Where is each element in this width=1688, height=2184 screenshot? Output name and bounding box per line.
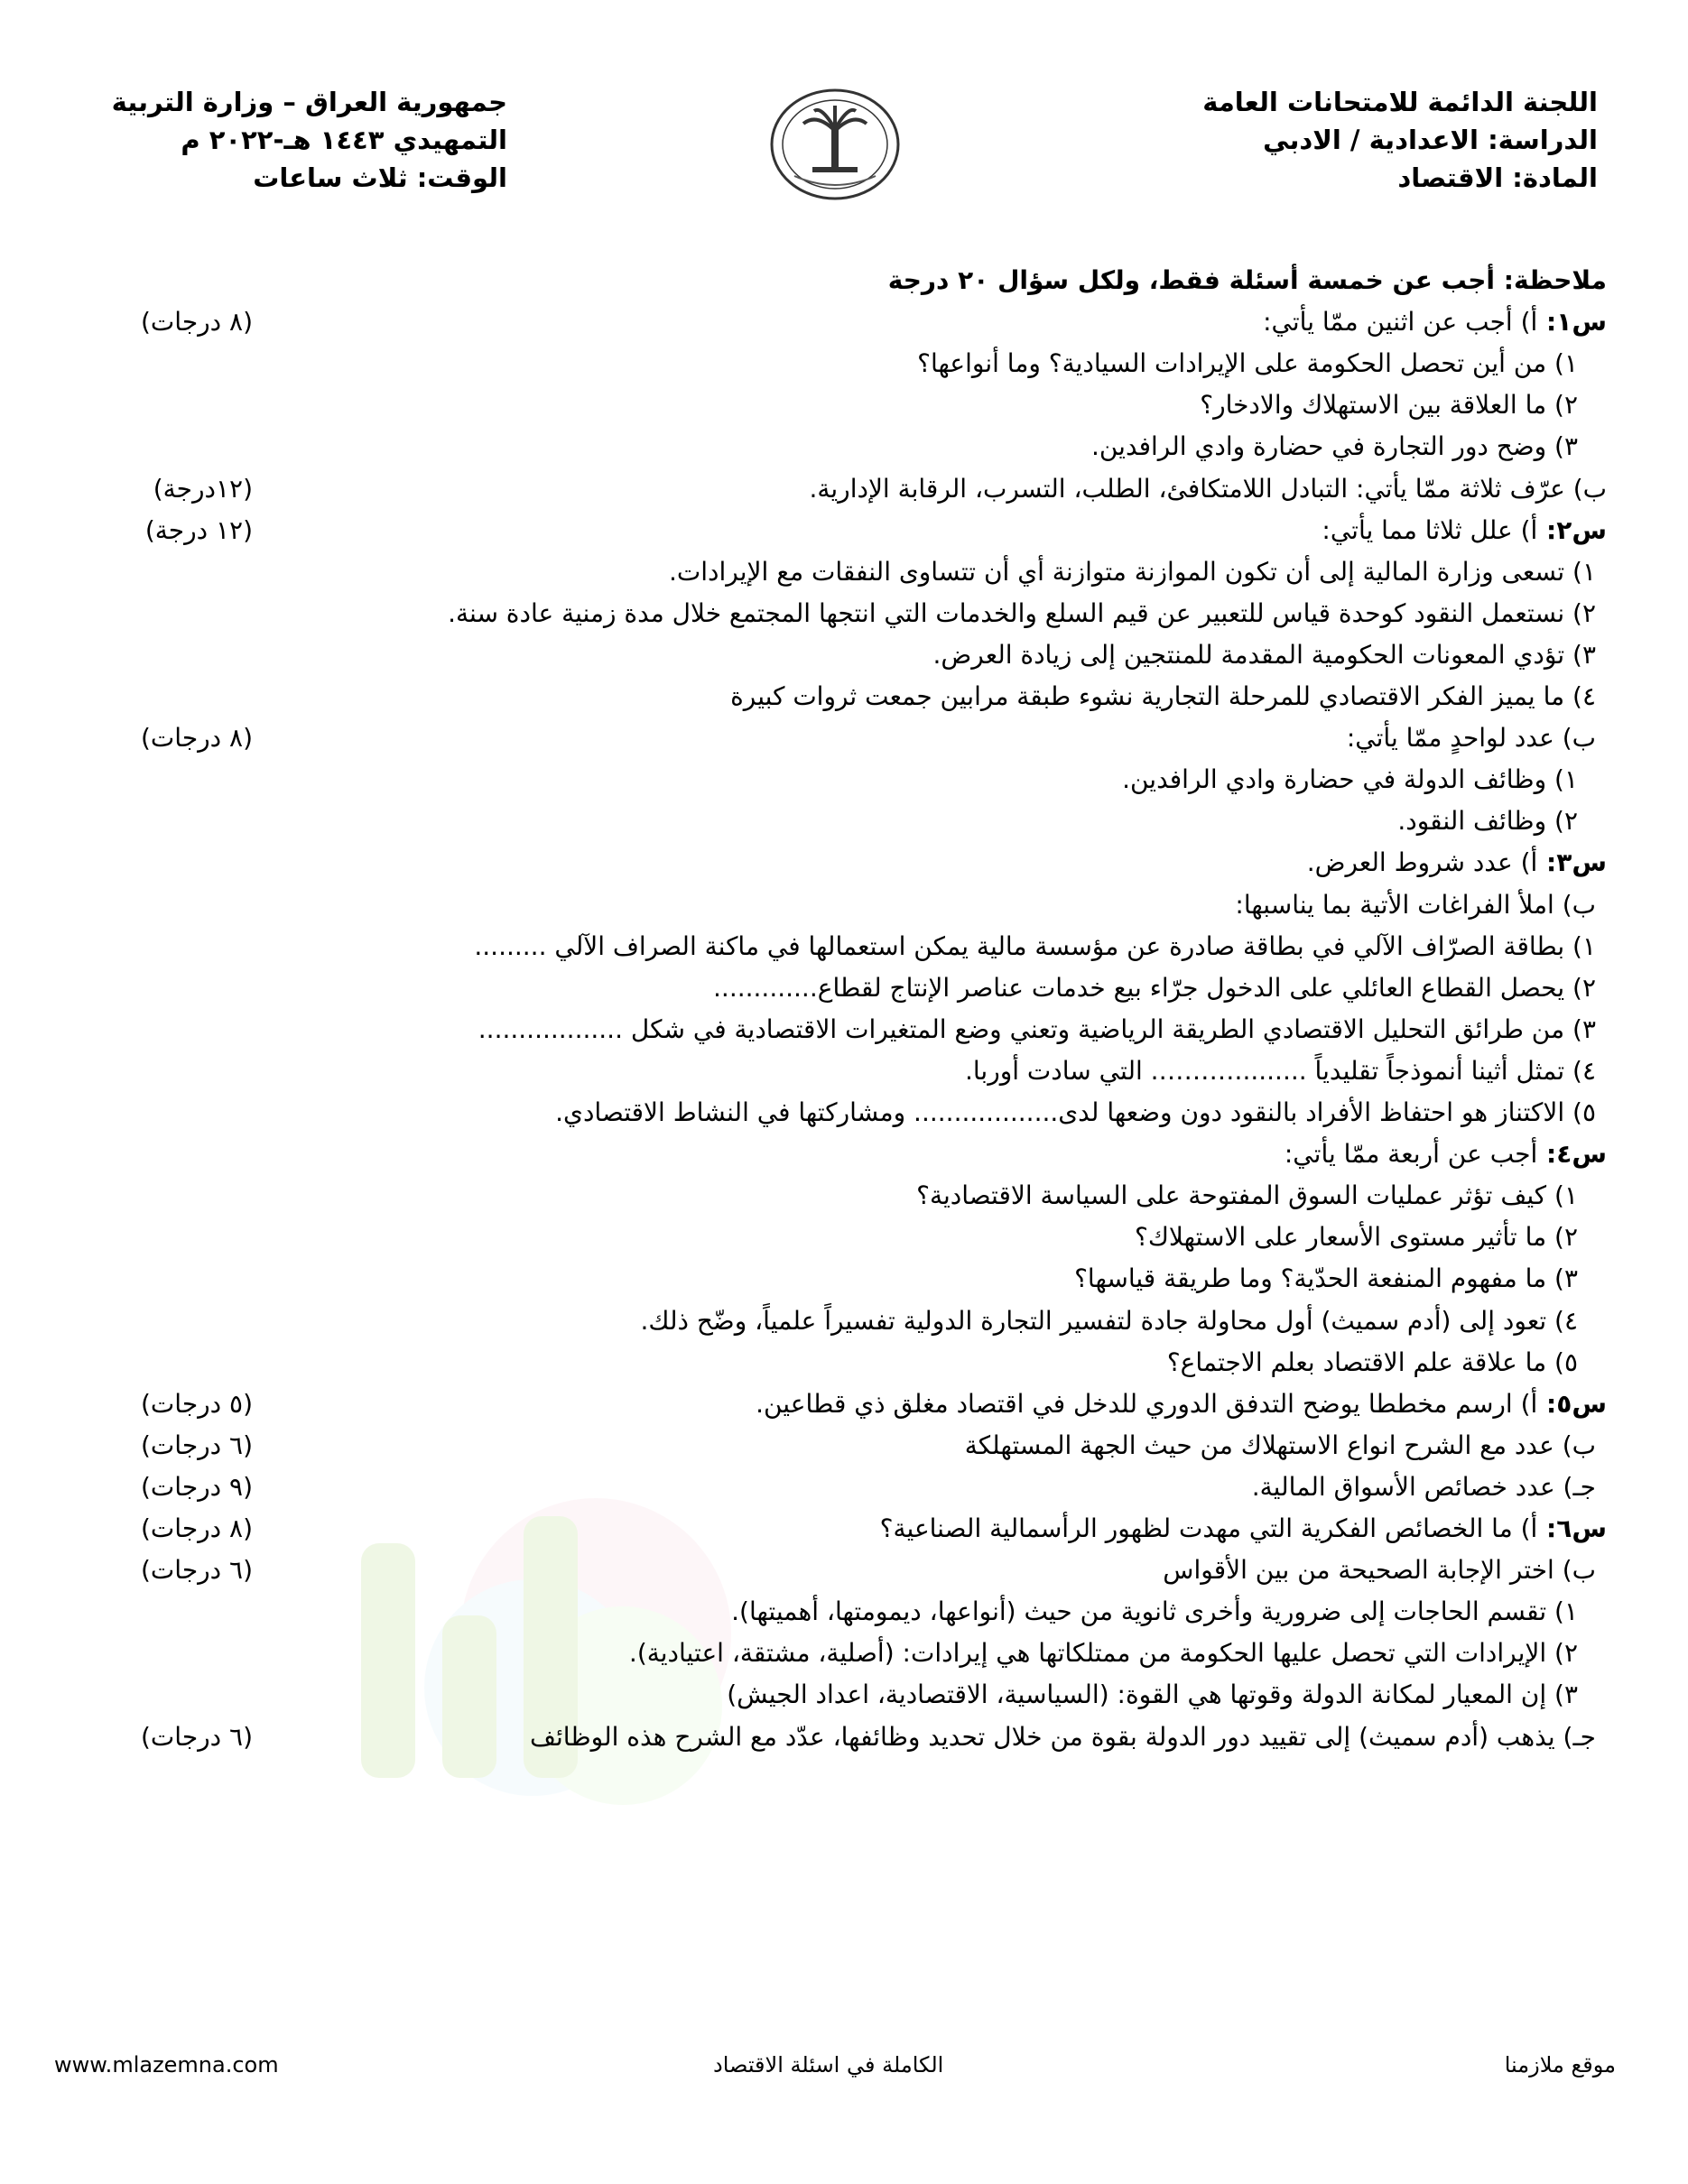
- question-body: ٢) ما تأثير مستوى الأسعار على الاستهلاك؟: [1134, 1222, 1578, 1253]
- question-text: [1263, 301, 1607, 343]
- question-text: [1397, 800, 1578, 842]
- question-line: [63, 468, 1607, 510]
- question-body: أ) علل ثلاثا مما يأتي:: [1322, 514, 1538, 545]
- question-line: [63, 1175, 1607, 1217]
- header-left-line-2: التمهيدي ١٤٤٣ هـ-٢٠٢٢ م: [181, 125, 507, 155]
- question-body: ٢) نستعمل النقود كوحدة قياس للتعبير عن قيم السلع والخدمات التي انتجها المجتمع خلال مدة زمنية عادة سنة.: [448, 597, 1596, 628]
- question-text: [713, 967, 1596, 1009]
- question-line: [63, 1300, 1607, 1342]
- question-line: [63, 426, 1607, 467]
- question-text: [1074, 1258, 1578, 1300]
- question-body: ٥) ما علاقة علم الاقتصاد بعلم الاجتماع؟: [1166, 1346, 1578, 1377]
- question-line: [63, 1258, 1607, 1300]
- question-body: ٤) تعود إلى (أدم سميث) أول محاولة جادة لتفسير التجارة الدولية تفسيراً علمياً، وضّح ذلك.: [640, 1305, 1578, 1336]
- question-body: ٢) يحصل القطاع العائلي على الدخول جرّاء بيع خدمات عناصر الإنتاج لقطاع.............: [713, 972, 1596, 1003]
- question-line: [63, 800, 1607, 842]
- question-number: س٦:: [1537, 1513, 1607, 1543]
- question-body: ١) بطاقة الصرّاف الآلي في بطاقة صادرة عن مؤسسة مالية يمكن استعمالها في ماكنة الصراف الآلي .........: [474, 930, 1596, 961]
- question-text: [1135, 1217, 1578, 1258]
- question-line: [63, 260, 1607, 301]
- question-body: ١) كيف تؤثر عمليات السوق المفتوحة على السياسة الاقتصادية؟: [916, 1180, 1578, 1211]
- marks-label: (٩ درجات): [141, 1471, 253, 1502]
- question-line: [63, 1550, 1607, 1591]
- question-text: [478, 1009, 1596, 1050]
- question-text: [1307, 842, 1607, 884]
- question-line: [63, 1050, 1607, 1092]
- question-body: أ) ما الخصائص الفكرية التي مهدت لظهور الرأسمالية الصناعية؟: [879, 1513, 1538, 1543]
- question-text: [965, 1425, 1596, 1467]
- question-line: [63, 967, 1607, 1009]
- header-left-line-1: جمهورية العراق – وزارة التربية: [111, 87, 507, 117]
- question-line: [63, 634, 1607, 676]
- question-text: [1200, 384, 1578, 426]
- question-body: ٣) تؤدي المعونات الحكومية المقدمة للمنتجين إلى زيادة العرض.: [932, 639, 1596, 670]
- question-text: [669, 551, 1596, 593]
- question-line: [63, 343, 1607, 384]
- question-text: [629, 1633, 1578, 1674]
- question-body: ٣) ما مفهوم المنفعة الحدّية؟ وما طريقة قياسها؟: [1074, 1263, 1578, 1294]
- question-body: ١) من أين تحصل الحكومة على الإيرادات السيادية؟ وما أنواعها؟: [917, 348, 1578, 379]
- question-text: [727, 1674, 1578, 1716]
- footer-site-name: موقع ملازمنا: [1504, 2052, 1616, 2078]
- question-body: ب) عدد لواحدٍ ممّا يأتي:: [1346, 723, 1596, 754]
- question-line: [63, 384, 1607, 426]
- question-body: ١) تسعى وزارة المالية إلى أن تكون الموازنة متوازنة أي أن تتساوى النفقات مع الإيرادات.: [669, 556, 1596, 587]
- header-right-line-1: اللجنة الدائمة للامتحانات العامة: [1202, 87, 1598, 117]
- question-text: [933, 634, 1597, 676]
- question-text: [1167, 1342, 1578, 1384]
- marks-label: (٦ درجات): [141, 1721, 253, 1752]
- question-text: [880, 1508, 1607, 1550]
- question-body: جـ) عدد خصائص الأسواق المالية.: [1251, 1471, 1596, 1502]
- question-body: ١) تقسم الحاجات إلى ضرورية وأخرى ثانوية من حيث (أنواعها، ديمومتها، أهميتها).: [731, 1596, 1578, 1627]
- question-text: [530, 1717, 1596, 1758]
- question-number: س١:: [1537, 307, 1607, 338]
- marks-label: (٦ درجات): [141, 1430, 253, 1460]
- question-body: أجب عن أربعة ممّا يأتي:: [1284, 1139, 1538, 1170]
- question-line: [63, 1633, 1607, 1674]
- question-body: ب) عرّف ثلاثة ممّا يأتي: التبادل اللامتكافئ، الطلب، التسرب، الرقابة الإدارية.: [809, 473, 1607, 504]
- question-body: ملاحظة: أجب عن خمسة أسئلة فقط، ولكل سؤال ٢٠ درجة: [887, 265, 1607, 295]
- question-text: [555, 1092, 1596, 1134]
- question-line: [63, 676, 1607, 717]
- question-body: ب) اختر الإجابة الصحيحة من بين الأقواس: [1163, 1555, 1596, 1586]
- question-text: [731, 1591, 1578, 1633]
- question-body: ٢) الإيرادات التي تحصل عليها الحكومة من ممتلكاتها هي إيرادات: (أصلية، مشتقة، اعتيادية).: [628, 1638, 1578, 1669]
- question-line: [63, 842, 1607, 884]
- question-body: جـ) يذهب (أدم سميث) إلى تقييد دور الدولة بقوة من خلال تحديد وظائفها، عدّد مع الشرح هذه الوظائف: [530, 1721, 1596, 1752]
- question-body: ب) عدد مع الشرح انواع الاستهلاك من حيث الجهة المستهلكة: [964, 1430, 1596, 1460]
- question-text: [1235, 884, 1596, 926]
- question-line: [63, 1217, 1607, 1258]
- question-line: [63, 1674, 1607, 1716]
- question-text: [1122, 759, 1578, 800]
- question-text: [1163, 1550, 1596, 1591]
- question-line: [63, 926, 1607, 967]
- question-body: ٢) ما العلاقة بين الاستهلاك والادخار؟: [1200, 390, 1578, 421]
- question-body: أ) أجب عن اثنين ممّا يأتي:: [1263, 307, 1538, 338]
- question-text: [1347, 717, 1596, 759]
- question-text: [1322, 510, 1607, 551]
- marks-label: (١٢ درجة): [144, 514, 253, 545]
- marks-label: (٦ درجات): [141, 1555, 253, 1586]
- question-line: [63, 1425, 1607, 1467]
- question-line: [63, 1009, 1607, 1050]
- question-text: [888, 260, 1607, 301]
- question-line: [63, 301, 1607, 343]
- question-number: س٢:: [1537, 514, 1607, 545]
- question-body: ٢) وظائف النقود.: [1397, 806, 1578, 837]
- question-text: [916, 1175, 1578, 1217]
- question-body: أ) عدد شروط العرض.: [1306, 847, 1538, 878]
- question-line: [63, 1508, 1607, 1550]
- question-text: [1252, 1467, 1596, 1508]
- footer-website: www.mlazemna.com: [54, 2052, 279, 2078]
- header-right-line-3: المادة: الاقتصاد: [1397, 162, 1598, 193]
- marks-label: (٨ درجات): [141, 307, 253, 338]
- question-text: [448, 593, 1596, 634]
- question-number: س٣:: [1537, 847, 1607, 878]
- question-body: ٣) من طرائق التحليل الاقتصادي الطريقة الرياضية وتعني وضع المتغيرات الاقتصادية في شكل ..................: [478, 1013, 1596, 1044]
- question-line: [63, 1717, 1607, 1758]
- question-text: [1285, 1134, 1607, 1175]
- question-text: [965, 1050, 1596, 1092]
- marks-label: (٨ درجات): [141, 723, 253, 754]
- question-line: [63, 884, 1607, 926]
- question-body: أ) ارسم مخططا يوضح التدفق الدوري للدخل في اقتصاد مغلق ذي قطاعين.: [756, 1388, 1538, 1419]
- question-body: ب) املأ الفراغات الأتية بما يناسبها:: [1235, 889, 1596, 920]
- question-text: [809, 468, 1607, 510]
- header-left-line-3: الوقت: ثلاث ساعات: [253, 162, 507, 193]
- question-line: [63, 510, 1607, 551]
- question-body: ٥) الاكتناز هو احتفاظ الأفراد بالنقود دون وضعها لدى.................. ومشاركتها في النشاط الاقتصادي.: [555, 1097, 1596, 1127]
- question-line: [63, 1342, 1607, 1384]
- question-line: [63, 1591, 1607, 1633]
- header-right-line-2: الدراسة: الاعدادية / الادبي: [1263, 125, 1598, 155]
- question-text: [474, 926, 1596, 967]
- question-number: س٥:: [1537, 1388, 1607, 1419]
- question-body: ١) وظائف الدولة في حضارة وادي الرافدين.: [1122, 764, 1578, 795]
- question-text: [1091, 426, 1578, 467]
- question-number: س٤:: [1537, 1139, 1607, 1170]
- footer-title: الكاملة في اسئلة الاقتصاد: [713, 2052, 944, 2078]
- question-line: [63, 759, 1607, 800]
- question-body: ٣) إن المعيار لمكانة الدولة وقوتها هي القوة: (السياسية، الاقتصادية، اعداد الجيش): [727, 1680, 1578, 1710]
- question-body: ٤) ما يميز الفكر الاقتصادي للمرحلة التجارية نشوء طبقة مرابين جمعت ثروات كبيرة: [730, 681, 1596, 711]
- marks-label: (٨ درجات): [141, 1513, 253, 1543]
- question-line: [63, 1092, 1607, 1134]
- question-line: [63, 1134, 1607, 1175]
- question-line: [63, 717, 1607, 759]
- marks-label: (٥ درجات): [141, 1388, 253, 1419]
- question-body: ٤) تمثل أثينا أنموذجاً تقليدياً .........………. التي سادت أوربا.: [964, 1055, 1596, 1086]
- question-body: ٣) وضح دور التجارة في حضارة وادي الرافدين.: [1090, 431, 1578, 462]
- question-text: [756, 1384, 1607, 1425]
- question-line: [63, 551, 1607, 593]
- question-text: [640, 1300, 1578, 1342]
- marks-label: (١٢درجة): [153, 473, 253, 504]
- question-text: [917, 343, 1578, 384]
- question-line: [63, 1384, 1607, 1425]
- question-text: [730, 676, 1596, 717]
- question-line: [63, 1467, 1607, 1508]
- question-line: [63, 593, 1607, 634]
